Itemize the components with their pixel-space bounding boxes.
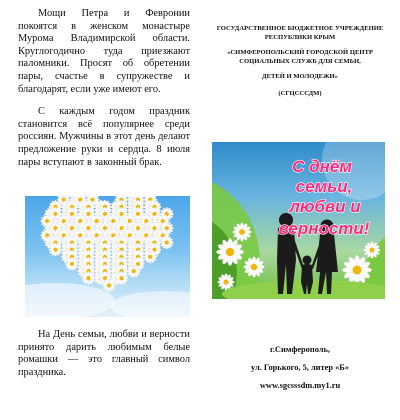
card-title-line-4: верности! bbox=[278, 219, 370, 238]
family-day-illustration bbox=[212, 142, 385, 299]
left-column bbox=[18, 8, 190, 169]
city: г.Симферополь, bbox=[269, 345, 330, 354]
paragraph-relics: Мощи Петра и Февронии покоятся в женском монастыре Мурома Владимирской области. Круглогодично туда приезжают паломники. Просят об обретении пары, счастье в супружестве и благодарят, если уже имеют его. bbox=[18, 8, 190, 95]
card-title-line-3: любви и bbox=[289, 197, 361, 216]
left-column-bottom bbox=[18, 329, 190, 379]
website-link[interactable]: www.sgcsssdm.my1.ru bbox=[259, 381, 341, 390]
card-title-line-1: С днём bbox=[292, 157, 352, 176]
org-name-line-1: ГОСУДАРСТВЕННОЕ БЮДЖЕТНОЕ УЧРЕЖДЕНИЕ РЕСПУБЛИКИ КРЫМ bbox=[216, 25, 384, 41]
card-title-line-2: семьи, bbox=[295, 177, 353, 196]
family-day-card bbox=[212, 142, 385, 299]
daisy-heart-photo bbox=[25, 196, 190, 317]
daisy-heart-illustration bbox=[25, 196, 190, 317]
street-address: ул. Горького, 5, литер «Б» bbox=[251, 363, 349, 372]
organization-header bbox=[210, 24, 390, 98]
paragraph-popularity: С каждым годом праздник становится всё популярнее среди россиян. Мужчины в этот день делают предложение руки и сердца. 8 июля пары вступают в законный брак. bbox=[18, 106, 190, 168]
paragraph-daisy-symbol: На День семьи, любви и верности принято дарить любимым белые ромашки — это главный символ праздника. bbox=[18, 329, 190, 378]
contact-block bbox=[210, 344, 390, 392]
org-name-line-2: «СИМФЕРОПОЛЬСКИЙ ГОРОДСКОЙ ЦЕНТР СОЦИАЛЬНЫХ СЛУЖБ ДЛЯ СЕМЬИ, bbox=[227, 49, 373, 65]
org-name-line-3: ДЕТЕЙ И МОЛОДЕЖИ» bbox=[262, 73, 338, 80]
org-abbreviation: (СГЦСССДМ) bbox=[278, 90, 322, 97]
